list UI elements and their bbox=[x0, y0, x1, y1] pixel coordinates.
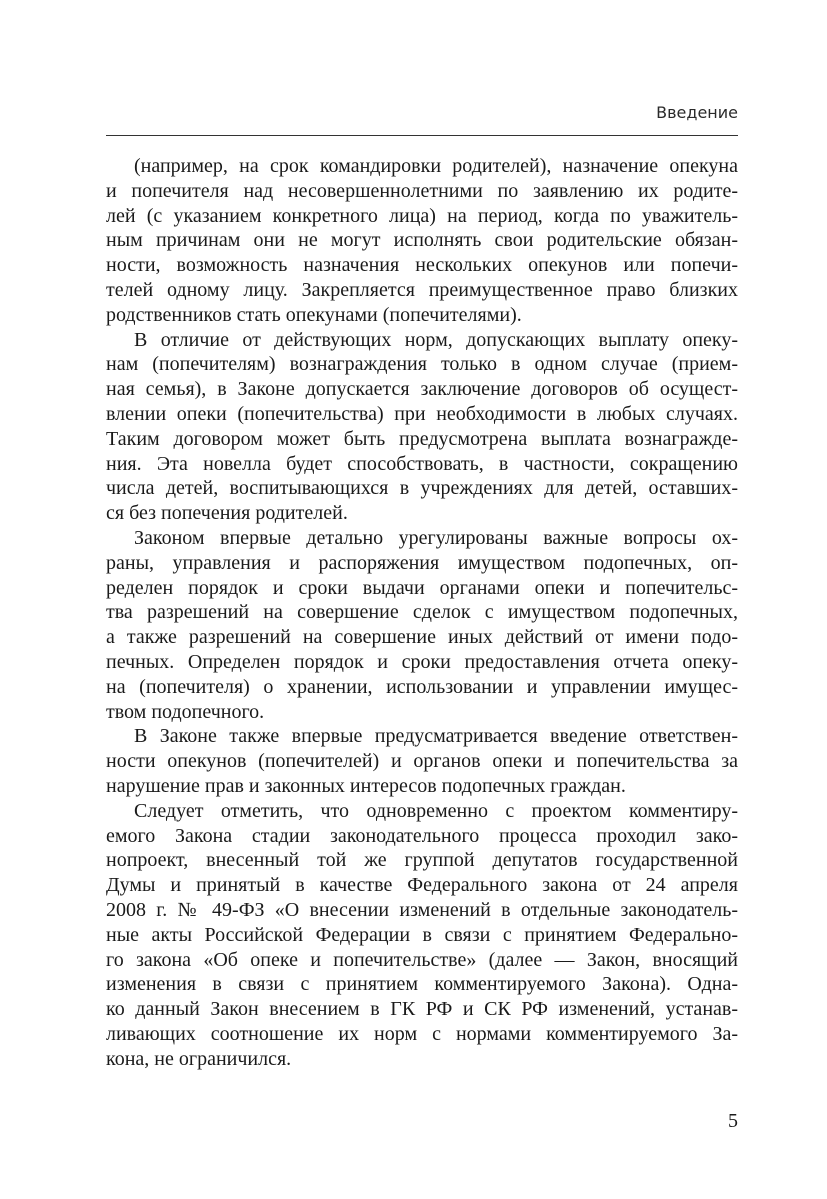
text-line: изменения в связи с принятием комментируемого Закона). Одна- bbox=[106, 973, 738, 996]
header-divider bbox=[106, 135, 738, 136]
text-line: тва разрешений на совершение сделок с имуществом подопечных, bbox=[106, 601, 738, 624]
text-line: ности, возможность назначения нескольких опекунов или попечи- bbox=[106, 254, 738, 277]
text-line: В Законе также впервые предусматривается введение ответствен- bbox=[134, 725, 738, 748]
text-line: и попечителя над несовершеннолетними по заявлению их родите- bbox=[106, 179, 738, 202]
text-line: ния. Эта новелла будет способствовать, в частности, сокращению bbox=[106, 452, 738, 475]
text-line: 2008 г. № 49-ФЗ «О внесении изменений в отдельные законодатель- bbox=[106, 898, 738, 921]
page-number: 5 bbox=[728, 1110, 738, 1132]
text-line: ливающих соотношение их норм с нормами комментируемого За- bbox=[106, 1022, 738, 1045]
text-line: ности опекунов (попечителей) и органов опеки и попечительства за bbox=[106, 750, 738, 773]
paragraph bbox=[106, 724, 738, 798]
text-line: числа детей, воспитывающихся в учреждениях для детей, оставших- bbox=[106, 477, 738, 500]
text-line: ная семья), в Законе допускается заключение договоров об осущест- bbox=[106, 378, 738, 401]
text-line: а также разрешений на совершение иных действий от имени подо- bbox=[106, 626, 738, 649]
text-line: кона, не ограничился. bbox=[106, 1047, 292, 1070]
text-line: Следует отметить, что одновременно с проектом комментиру- bbox=[134, 799, 738, 822]
text-line: телей одному лицу. Закрепляется преимущественное право близких bbox=[106, 278, 738, 301]
text-line: ко данный Закон внесением в ГК РФ и СК РФ изменений, устанав- bbox=[106, 998, 738, 1021]
paragraph bbox=[106, 526, 738, 724]
text-line: Таким договором может быть предусмотрена выплата вознагражде- bbox=[106, 427, 738, 450]
text-line: (например, на срок командировки родителей), назначение опекуна bbox=[134, 155, 738, 177]
body-text bbox=[106, 154, 738, 1071]
text-line: В отличие от действующих норм, допускающих выплату опеку- bbox=[134, 328, 738, 351]
text-line: родственников стать опекунами (попечителями). bbox=[106, 303, 522, 326]
text-line: ные акты Российской Федерации в связи с принятием Федерально- bbox=[106, 923, 738, 946]
text-line: Законом впервые детально урегулированы важные вопросы ох- bbox=[134, 526, 738, 549]
running-head-title: Введение bbox=[656, 103, 738, 122]
paragraph bbox=[106, 328, 738, 526]
text-line: ным причинам они не могут исполнять свои родительские обязан- bbox=[106, 229, 738, 252]
text-line: Думы и принятый в качестве Федерального закона от 24 апреля bbox=[106, 874, 738, 897]
text-line: емого Закона стадии законодательного процесса проходил зако- bbox=[106, 824, 738, 847]
paragraph bbox=[106, 154, 738, 328]
text-line: на (попечителя) о хранении, использовании и управлении имущес- bbox=[106, 675, 738, 698]
text-line: нарушение прав и законных интересов подопечных граждан. bbox=[106, 774, 626, 797]
text-line: нопроект, внесенный той же группой депутатов государственной bbox=[106, 849, 738, 872]
text-line: твом подопечного. bbox=[106, 700, 265, 723]
text-line: печных. Определен порядок и сроки предоставления отчета опеку- bbox=[106, 650, 738, 673]
text-line: ся без попечения родителей. bbox=[106, 502, 348, 525]
text-line: раны, управления и распоряжения имуществом подопечных, оп- bbox=[106, 551, 738, 574]
text-line: ределен порядок и сроки выдачи органами опеки и попечительс- bbox=[106, 576, 738, 599]
text-line: лей (с указанием конкретного лица) на период, когда по уважитель- bbox=[106, 204, 738, 227]
text-line: нам (попечителям) вознаграждения только в одном случае (прием- bbox=[106, 353, 738, 376]
paragraph bbox=[106, 799, 738, 1072]
text-line: го закона «Об опеке и попечительстве» (далее — Закон, вносящий bbox=[106, 948, 738, 971]
text-line: влении опеки (попечительства) при необходимости в любых случаях. bbox=[106, 402, 738, 425]
